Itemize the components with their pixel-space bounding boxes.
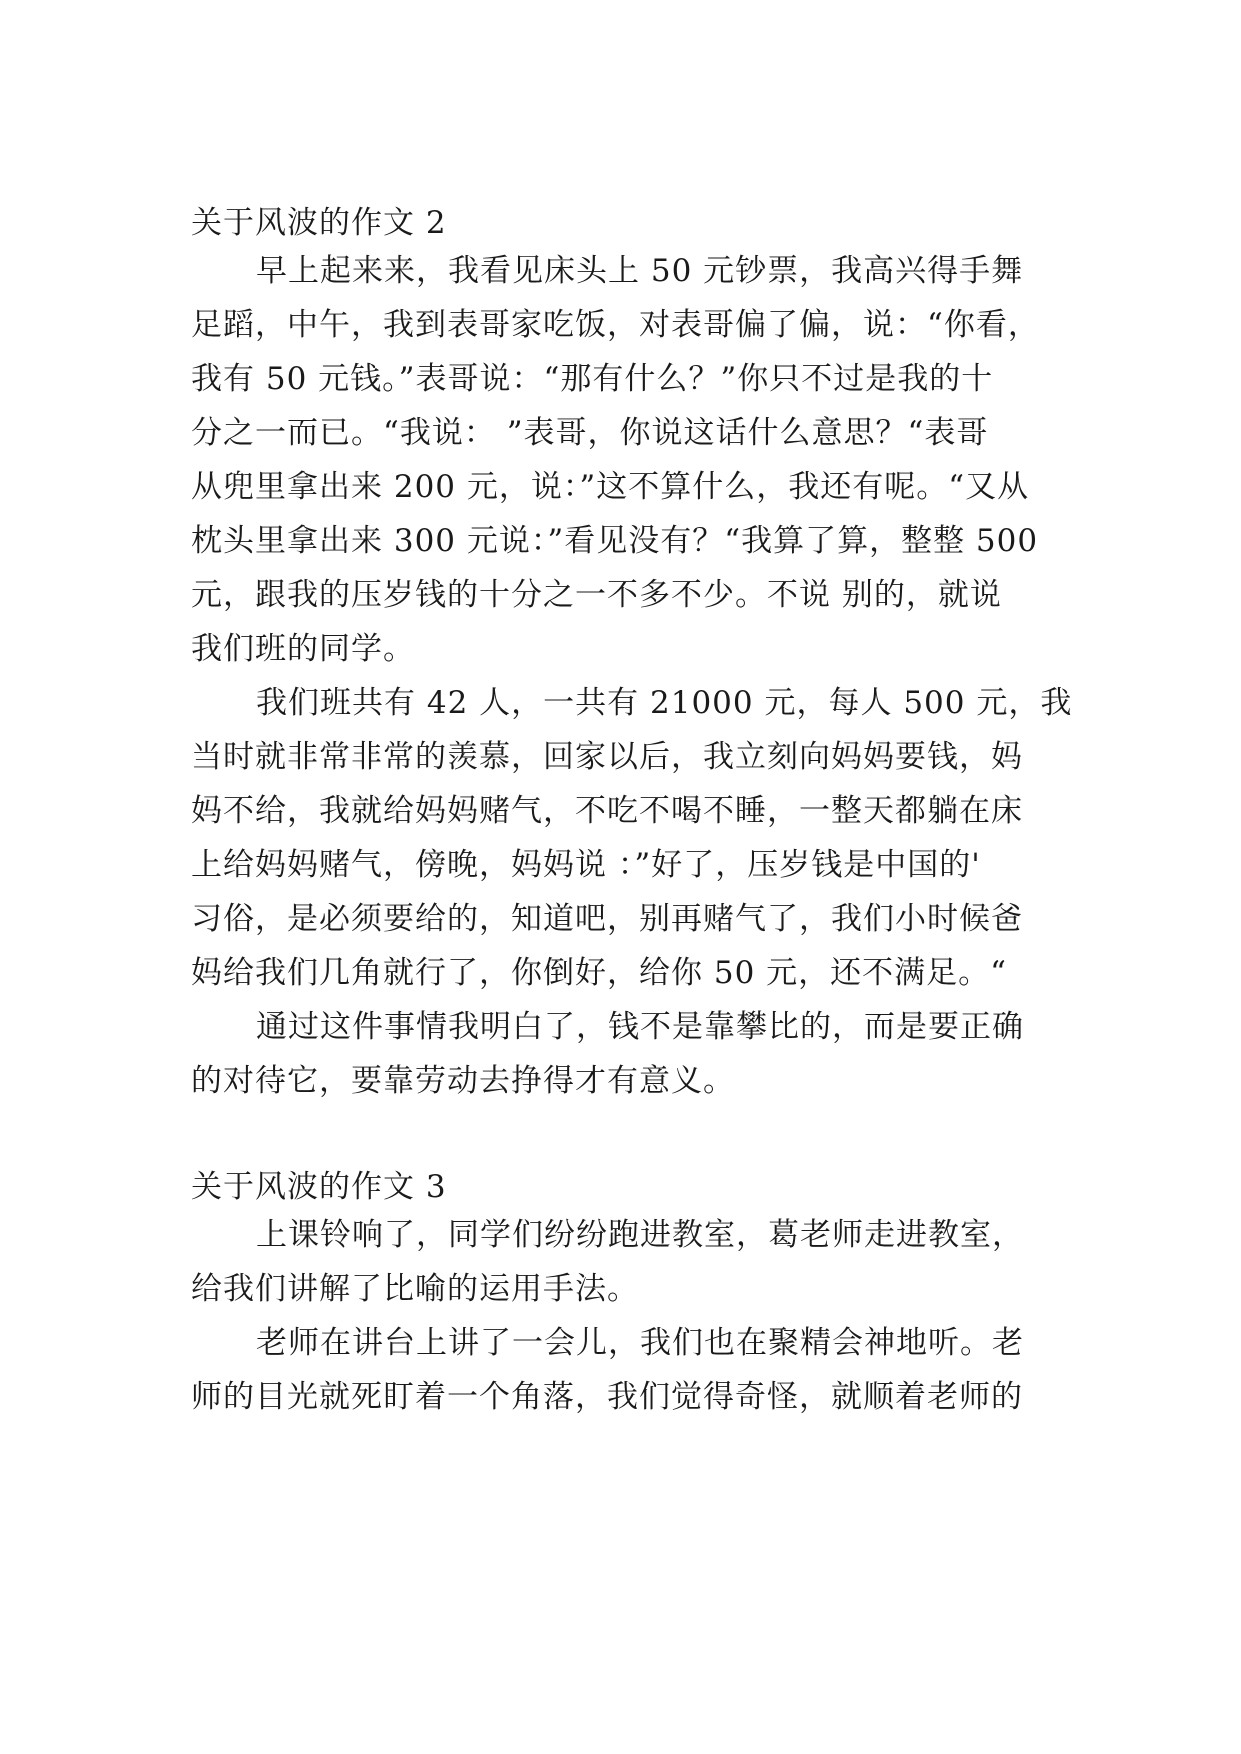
text-line: 我们班共有 42 人，一共有 21000 元，每人 500 元，我 <box>256 685 1073 721</box>
text-line: 足蹈，中午，我到表哥家吃饭，对表哥偏了偏，说：“你看， <box>191 307 1040 343</box>
essay-title: 关于风波的作文 3 <box>191 1169 447 1205</box>
text-line: 上给妈妈赌气，傍晚，妈妈说 ：”好了，压岁钱是中国的' <box>191 847 981 883</box>
text-line: 给我们讲解了比喻的运用手法。 <box>191 1271 639 1307</box>
text-line: 老师在讲台上讲了一会儿，我们也在聚精会神地听。老 <box>256 1325 1024 1361</box>
text-line: 通过这件事情我明白了，钱不是靠攀比的，而是要正确 <box>256 1009 1024 1045</box>
text-line: 分之一而已。“我说： ”表哥，你说这话什么意思？“表哥 <box>191 415 989 451</box>
text-line: 我们班的同学。 <box>191 631 415 667</box>
text-line: 从兜里拿出来 200 元，说：”这不算什么，我还有呢。“又从 <box>191 469 1030 505</box>
text-line: 枕头里拿出来 300 元说：”看见没有？“我算了算，整整 500 <box>191 523 1039 559</box>
essay-title: 关于风波的作文 2 <box>191 205 447 241</box>
text-line: 的对待它，要靠劳动去挣得才有意义。 <box>191 1063 735 1099</box>
text-line: 上课铃响了，同学们纷纷跑进教室，葛老师走进教室， <box>256 1217 1024 1253</box>
text-line: 妈给我们几角就行了，你倒好，给你 50 元，还不满足。“ <box>191 955 1007 991</box>
text-line: 早上起来来，我看见床头上 50 元钞票，我高兴得手舞 <box>256 253 1024 289</box>
text-line: 师的目光就死盯着一个角落，我们觉得奇怪，就顺着老师的 <box>191 1379 1023 1415</box>
text-line: 当时就非常非常的羡慕，回家以后，我立刻向妈妈要钱，妈 <box>191 739 1023 775</box>
text-line: 我有 50 元钱。”表哥说：“那有什么？”你只不过是我的十 <box>191 361 994 397</box>
text-line: 元，跟我的压岁钱的十分之一不多不少。不说 别的，就说 <box>191 577 1002 613</box>
text-line: 习俗，是必须要给的，知道吧，别再赌气了，我们小时候爸 <box>191 901 1023 937</box>
text-line: 妈不给，我就给妈妈赌气，不吃不喝不睡，一整天都躺在床 <box>191 793 1023 829</box>
